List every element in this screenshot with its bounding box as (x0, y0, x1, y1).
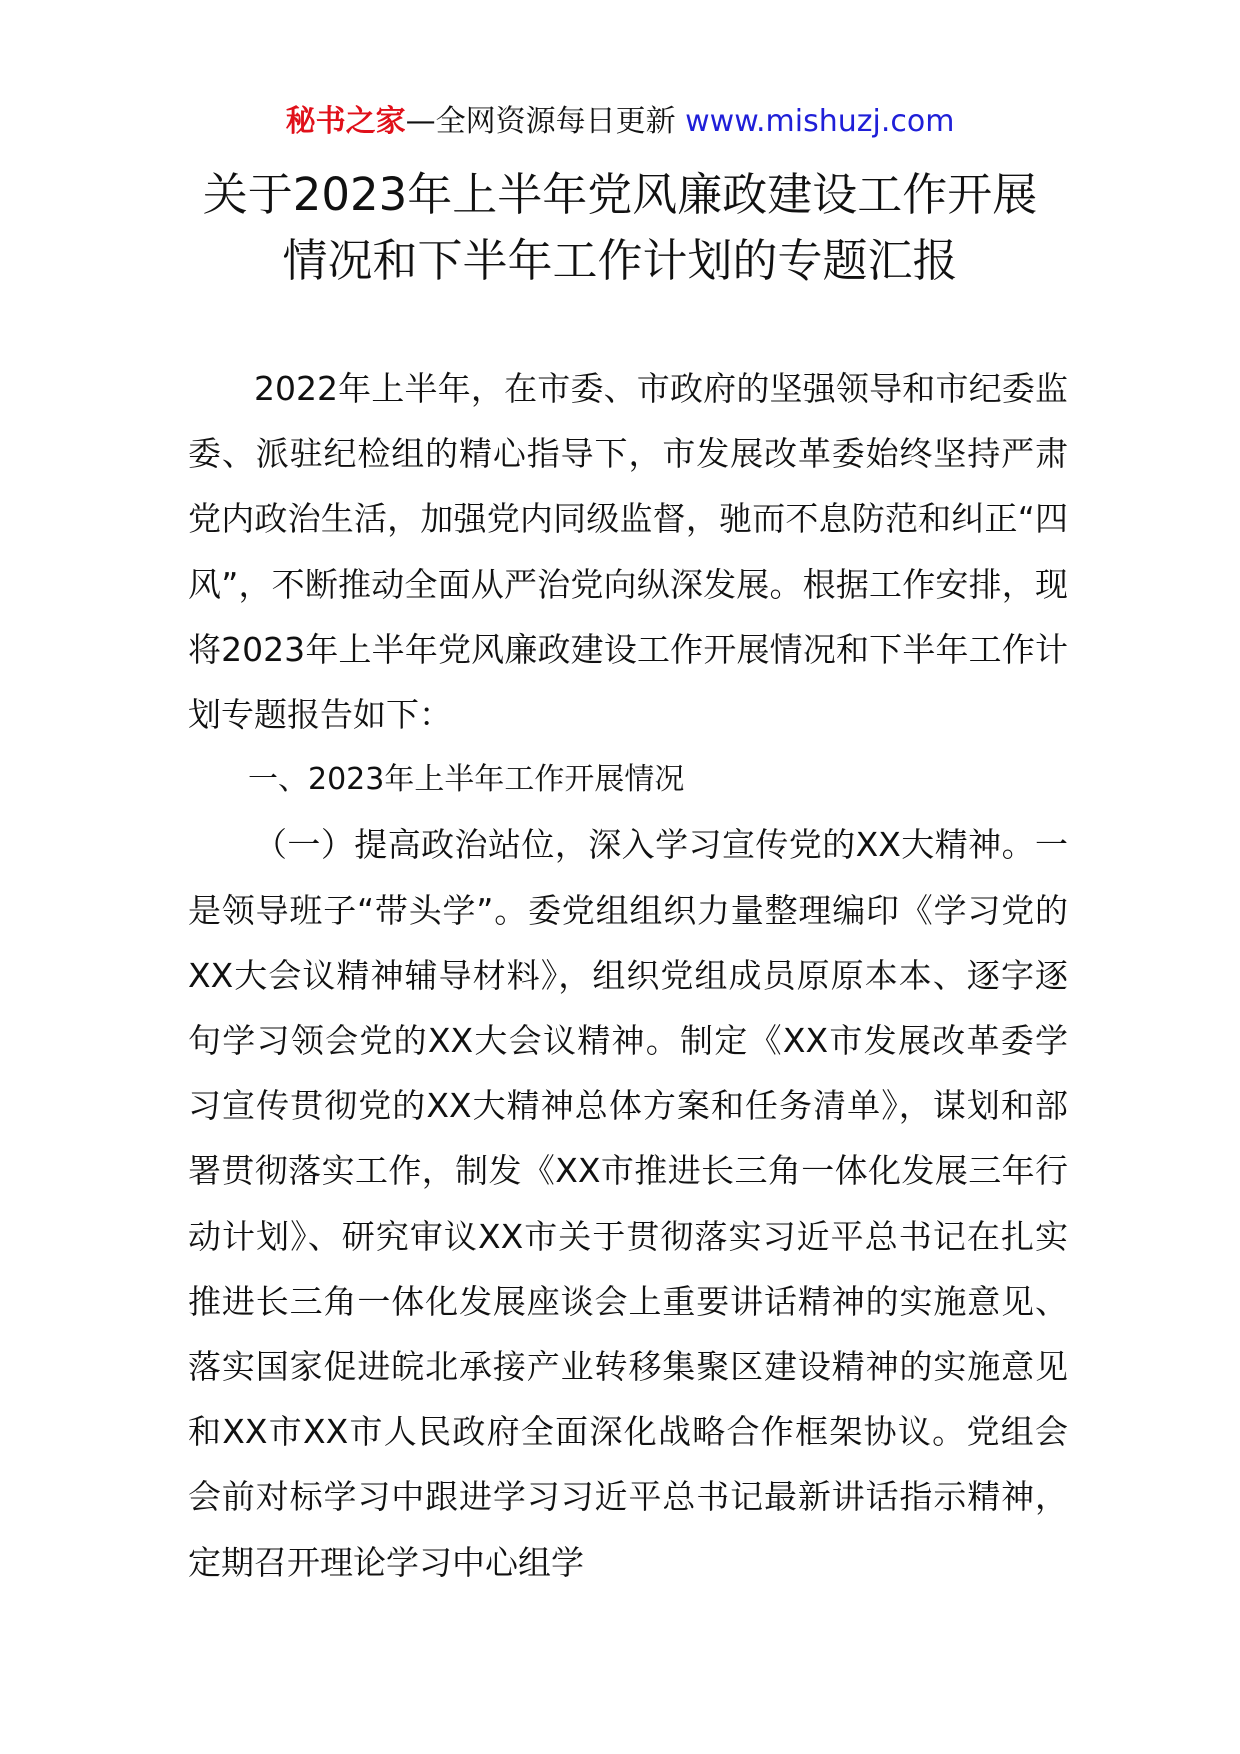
banner-tagline: —全网资源每日更新 (405, 104, 676, 139)
site-url-link[interactable]: www.mishuzj.com (685, 104, 955, 139)
subsection-paragraph: （一）提高政治站位，深入学习宣传党的XX大精神。一是领导班子“带头学”。委党组组织力量整理编印《学习党的XX大会议精神辅导材料》，组织党组成员原原本本、逐字逐句学习领会党的XX大会议精神。制定《XX市发展改革委学习宣传贯彻党的XX大精神总体方案和任务清单》，谋划和部署贯彻落实工作，制发《XX市推进长三角一体化发展三年行动计划》、研究审议XX市关于贯彻落实习近平总书记在扎实推进长三角一体化发展座谈会上重要讲话精神的实施意见、落实国家促进皖北承接产业转移集聚区建设精神的实施意见和XX市XX市人民政府全面深化战略合作框架协议。党组会会前对标学习中跟进学习习近平总书记最新讲话指示精神，定期召开理论学习中心组学 (188, 825, 1068, 1582)
document-body (188, 356, 1068, 1595)
document-title (0, 162, 1240, 294)
section-heading: 一、2023年上半年工作开展情况 (248, 762, 685, 798)
brand-name: 秘书之家 (285, 104, 406, 139)
title-line-2: 情况和下半年工作计划的专题汇报 (282, 234, 958, 287)
title-line-1: 关于2023年上半年党风廉政建设工作开展 (202, 168, 1038, 221)
intro-paragraph: 2022年上半年，在市委、市政府的坚强领导和市纪委监委、派驻纪检组的精心指导下，市发展改革委始终坚持严肃党内政治生活，加强党内同级监督，驰而不息防范和纠正“四风”，不断推动全面从严治党向纵深发展。根据工作安排，现将2023年上半年党风廉政建设工作开展情况和下半年工作计划专题报告如下： (188, 369, 1068, 735)
site-banner (0, 100, 1240, 144)
